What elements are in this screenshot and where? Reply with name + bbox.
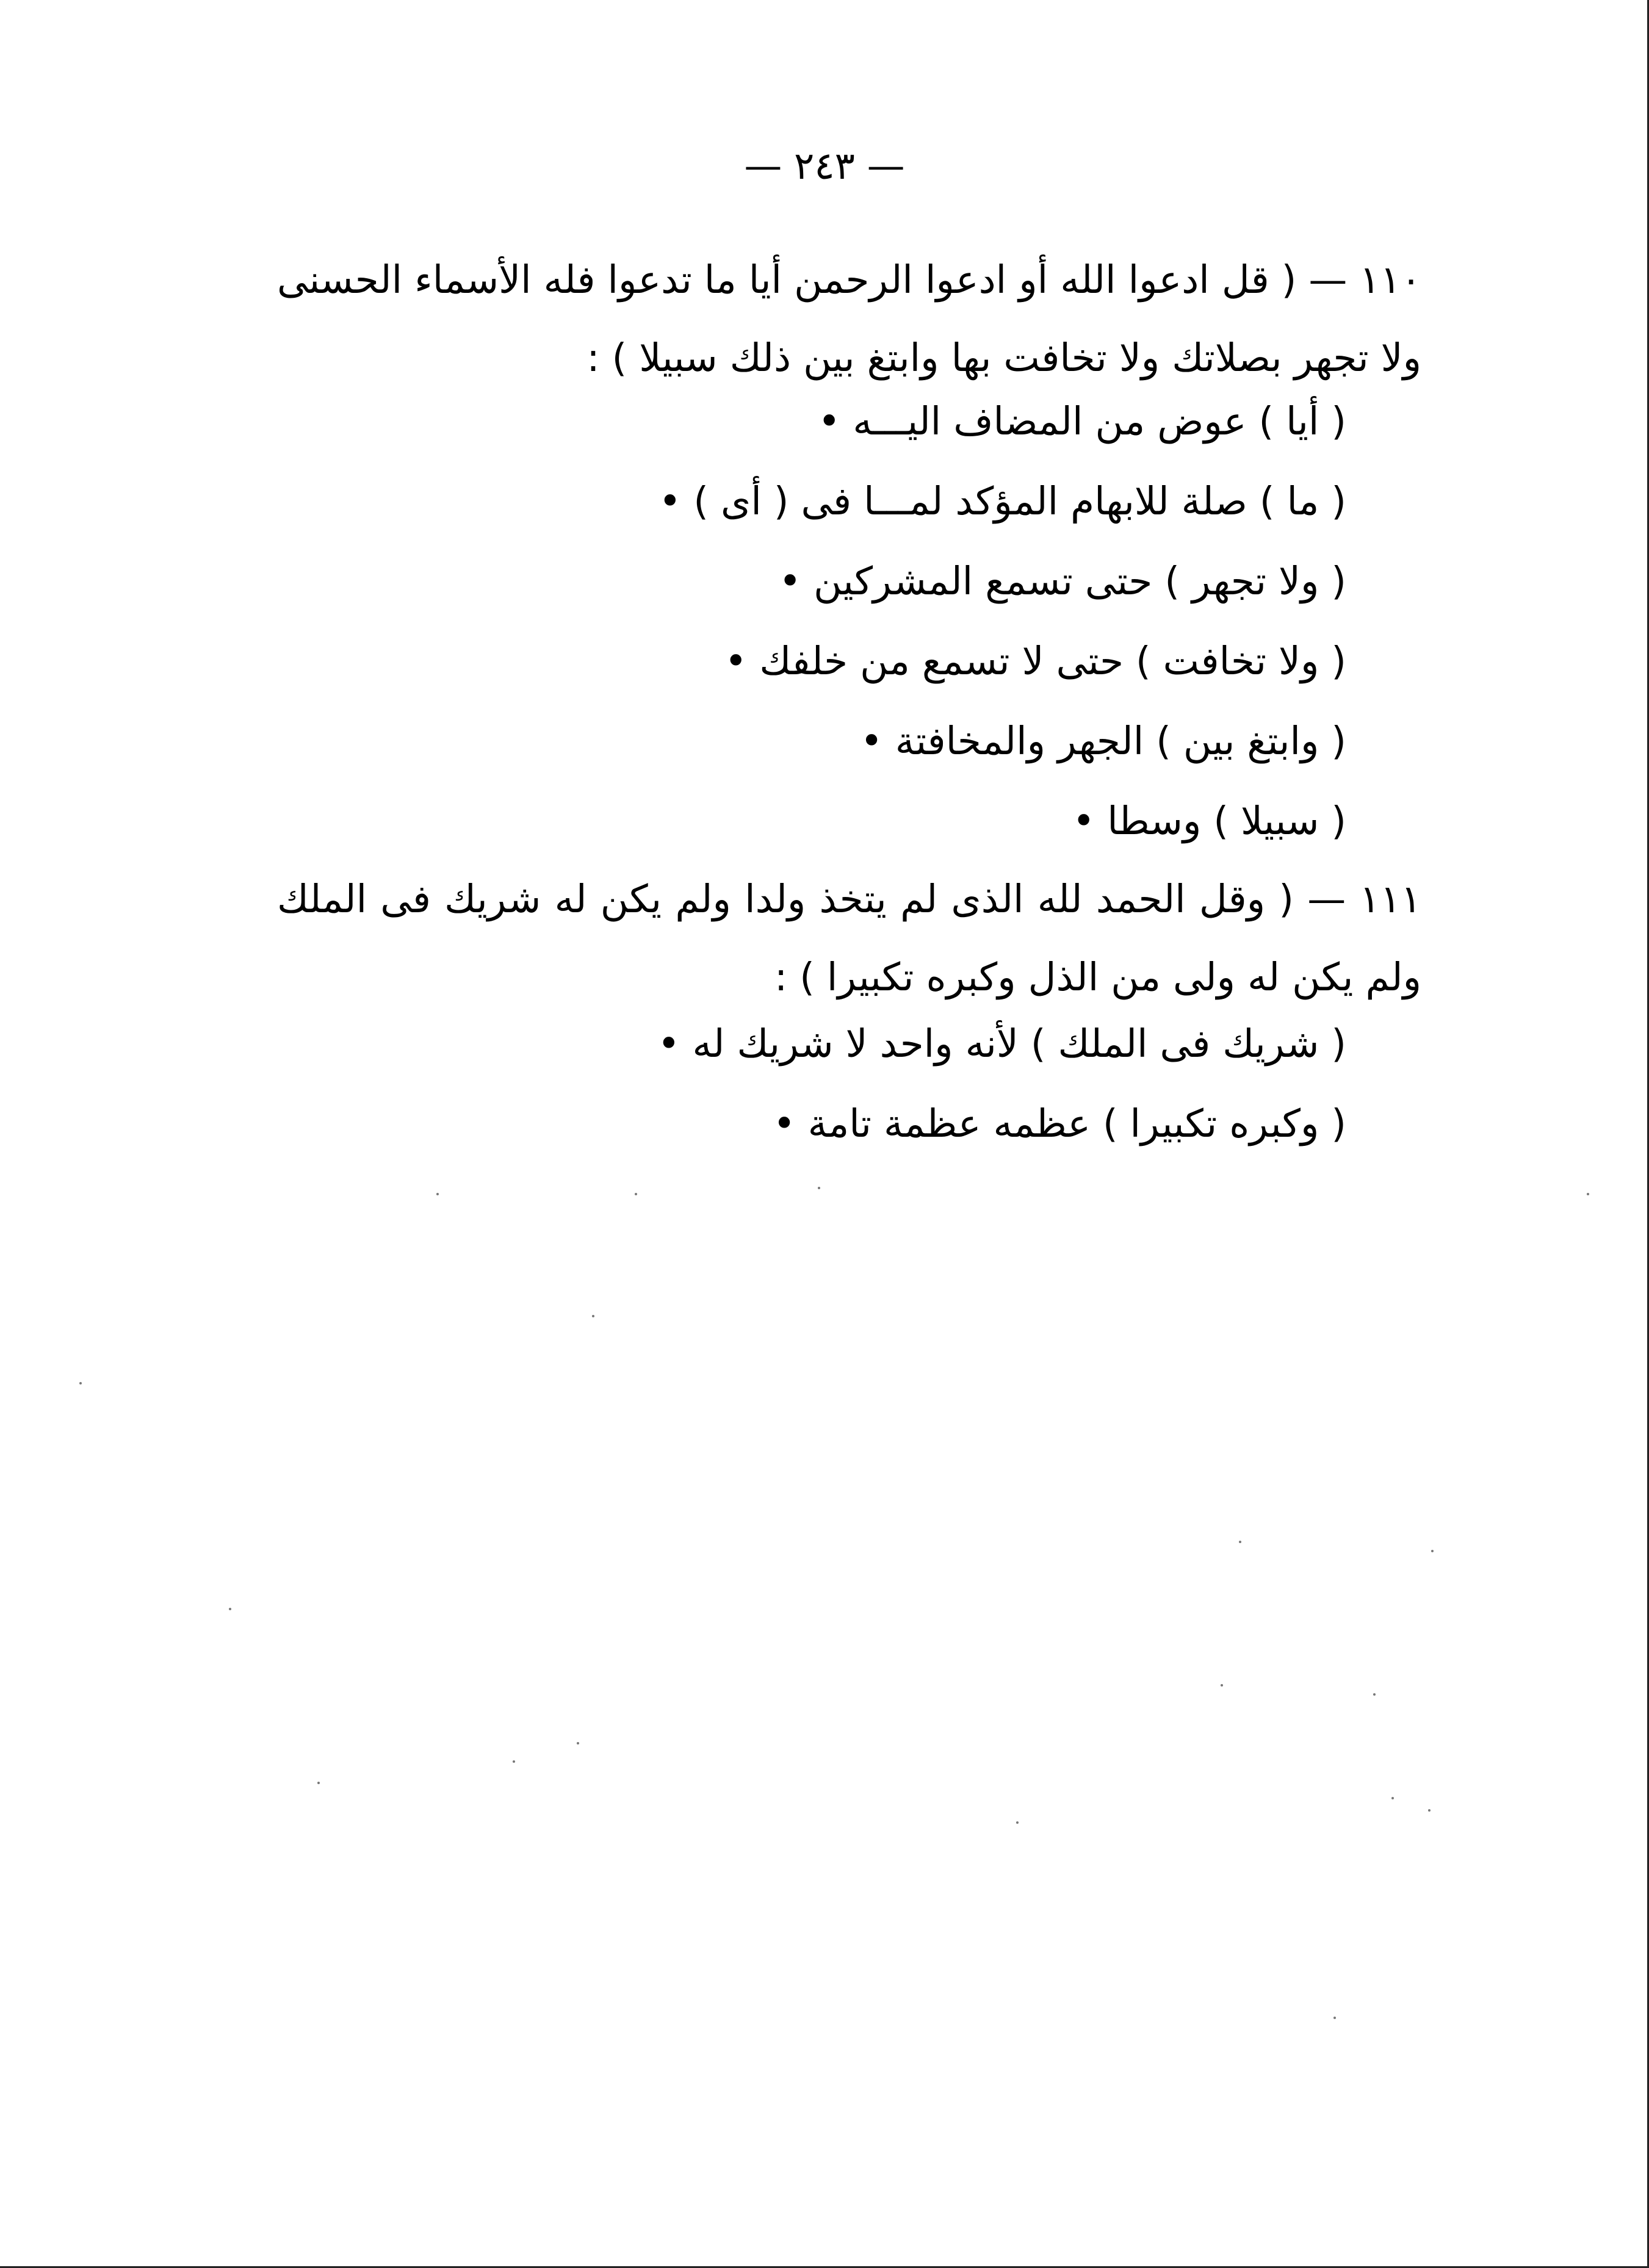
scan-speck <box>1239 1541 1241 1543</box>
scan-speck <box>635 1193 637 1195</box>
scan-speck <box>1428 1809 1431 1812</box>
gloss-item: ( ولا تخافت ) حتى لا تسمع من خلفك • <box>724 639 1346 683</box>
scan-speck <box>436 1193 439 1195</box>
scan-speck <box>1431 1550 1434 1552</box>
gloss-item: ( سبيلا ) وسطا • <box>1072 799 1346 843</box>
gloss-item: ( ما ) صلة للابهام المؤكد لمـــا فى ( أى ) • <box>659 479 1346 524</box>
scan-speck <box>1373 1693 1376 1696</box>
verse-110-glosses <box>309 381 1346 861</box>
verse-111-text: ١١١ — ( وقل الحمد لله الذى لم يتخذ ولدا ولم يكن له شريك فى الملك ولم يكن له ولى من الذل وكبره تكبيرا ) : <box>277 877 1421 999</box>
gloss-item: ( أيا ) عوض من المضاف اليـــه • <box>818 399 1346 444</box>
scan-speck <box>577 1742 579 1744</box>
scan-speck <box>1016 1821 1019 1824</box>
scan-speck <box>1221 1684 1223 1687</box>
verse-110-text: ١١٠ — ( قل ادعوا الله أو ادعوا الرحمن أيا ما تدعوا فله الأسماء الحسنى ولا تجهر بصلاتك ولا تخافت بها وابتغ بين ذلك سبيلا ) : <box>277 257 1421 380</box>
scan-speck <box>79 1382 82 1384</box>
gloss-item: ( وكبره تكبيرا ) عظمه عظمة تامة • <box>773 1101 1346 1146</box>
scan-speck <box>513 1760 515 1763</box>
scan-speck <box>317 1782 320 1784</box>
gloss-item: ( وابتغ بين ) الجهر والمخافتة • <box>860 719 1346 763</box>
gloss-item: ( شريك فى الملك ) لأنه واحد لا شريك له • <box>657 1021 1346 1066</box>
scan-speck <box>229 1608 231 1610</box>
gloss-item: ( ولا تجهر ) حتى تسمع المشركين • <box>778 559 1346 603</box>
scan-speck <box>1587 1193 1589 1195</box>
scan-speck <box>1333 2017 1336 2019</box>
verse-111-glosses <box>309 1004 1346 1164</box>
scan-speck <box>1391 1797 1394 1799</box>
page-number: — ٢٤٣ — <box>744 143 905 188</box>
scan-speck <box>818 1187 820 1189</box>
scan-speck <box>592 1315 594 1317</box>
